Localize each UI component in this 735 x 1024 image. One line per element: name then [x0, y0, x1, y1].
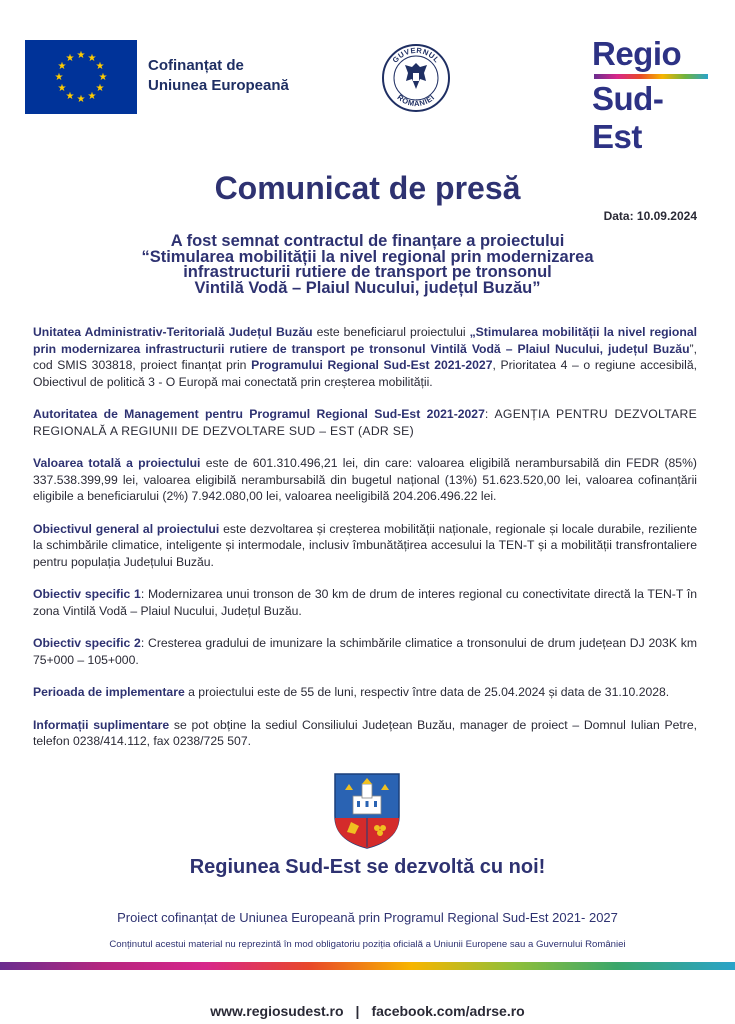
program-name: Programului Regional Sud-Est 2021-2027: [251, 358, 493, 372]
paragraph-text: : Cresterea gradului de imunizare la schimbările climatice a tronsonului de drum județean DJ 203K km 75+000 – 105+000.: [33, 636, 697, 667]
subtitle-line: Vintilă Vodă – Plaiul Nucului, județul Buzău”: [194, 278, 541, 297]
paragraph-text: : AGENȚIA PENTRU DEZVOLTARE REGIONALĂ A REGIUNII DE DEZVOLTARE SUD – EST (ADR SE): [33, 407, 698, 438]
government-seal-logo: [381, 43, 451, 113]
facebook-link[interactable]: facebook.com/adrse.ro: [371, 1003, 525, 1019]
page-title: Comunicat de presă: [214, 170, 521, 206]
footer-disclaimer: Conținutul acestui material nu reprezintă în mod obligatoriu poziția oficială a Uniunii Europene sau a Guvernului României: [109, 939, 626, 950]
website-link[interactable]: www.regiosudest.ro: [210, 1003, 344, 1019]
total-value-label: Valoarea totală a proiectului: [33, 456, 201, 470]
eu-flag-logo: [25, 40, 137, 114]
cofinantat-line2: Uniunea Europeană: [148, 77, 289, 94]
svg-text:★: ★: [87, 91, 97, 102]
svg-text:★: ★: [95, 61, 105, 72]
paragraph-text: a proiectului este de 55 de luni, respectiv între data de 25.04.2024 și data de 31.10.2028.: [184, 685, 670, 699]
svg-text:★: ★: [57, 61, 67, 72]
regio-logo-line2: Sud-Est: [592, 80, 664, 155]
footer-cofinancing-note: Proiect cofinanțat de Uniunea Europeană prin Programul Regional Sud-Est 2021- 2027: [117, 910, 618, 925]
paragraph-text: ”, cod SMIS 303818, proiect finanțat prin: [33, 341, 697, 372]
press-date: Data: 10.09.2024: [603, 209, 697, 223]
paragraph-text: este de 601.310.496,21 lei, din care: valoarea eligibilă nerambursabilă din FEDR (85%) 337.538.399,99 lei, valoarea eligibilă nerambursabilă din bugetul național (13%) 51.623.520,00 lei, valoarea cofinanțării eligibile a beneficiarului (2%) 7.942.080,00 lei, valoarea neeligibilă 204.206.496.22 lei.: [33, 456, 697, 503]
paragraph-beneficiary: [33, 324, 697, 390]
svg-text:★: ★: [65, 91, 75, 102]
svg-text:★: ★: [54, 72, 64, 83]
paragraph-text: : Modernizarea unui tronson de 30 km de drum de interes regional cu conectivitate directă la TEN-T în zona Vintilă Vodă – Plaiul Nucului, Județul Buzău.: [33, 587, 697, 618]
paragraph-implementation-period: [33, 684, 697, 701]
svg-text:★: ★: [87, 53, 97, 64]
press-subtitle: [75, 234, 660, 296]
paragraph-text: este dezvoltarea și creșterea mobilității naționale, regionale și locale durabile, reziliente la schimbările climatice, inteligente și intermodale, inclusiv îmbunătățirea accesului la TEN-T și a mobilității transfrontaliere pentru populația Județului Buzău.: [33, 521, 697, 569]
footer-links: [0, 1003, 735, 1019]
regio-sud-est-logo: [592, 35, 712, 155]
paragraph-text: , Prioritatea 4 – o regiune accesibilă, Obiectivul de politică 3 - O Europă mai conectată prin creșterea mobilității.: [33, 358, 697, 389]
gov-seal-text-bottom: ROMÂNIEI: [395, 92, 437, 109]
subtitle-line: infrastructurii rutiere de transport pe tronsonul: [183, 263, 552, 281]
cofinantat-line1: Cofinanțat de: [148, 57, 244, 74]
specific-objective-2-label: Obiectiv specific 2: [33, 636, 141, 650]
subtitle-line: A fost semnat contractul de finanțare a proiectului: [170, 232, 565, 250]
svg-text:★: ★: [57, 83, 67, 94]
subtitle-line: “Stimularea mobilității la nivel regional prin modernizarea: [141, 247, 594, 266]
link-separator: |: [355, 1003, 360, 1019]
paragraph-general-objective: [33, 521, 697, 571]
svg-text:★: ★: [65, 53, 75, 64]
svg-text:★: ★: [98, 72, 108, 83]
svg-text:★: ★: [76, 94, 86, 105]
paragraph-management-authority: [33, 406, 697, 439]
regio-logo-line1: Regio: [592, 35, 682, 72]
project-name: „Stimularea mobilității la nivel regional prin modernizarea infrastructurii rutiere de transport pe tronsonul Vintilă Vodă – Plaiul Nucului, județul Buzău: [33, 325, 697, 356]
cofinantat-label: [148, 56, 289, 96]
specific-objective-1-label: Obiectiv specific 1: [33, 587, 141, 601]
press-body: [33, 324, 697, 766]
paragraph-specific-objective-2: [33, 635, 697, 668]
rainbow-divider: [0, 962, 735, 970]
paragraph-text: este beneficiarul proiectului: [312, 325, 470, 339]
management-authority-label: Autoritatea de Management pentru Programul Regional Sud-Est 2021-2027: [33, 407, 485, 421]
slogan: Regiunea Sud-Est se dezvoltă cu noi!: [189, 856, 546, 878]
paragraph-additional-info: [33, 717, 697, 750]
paragraph-total-value: [33, 455, 697, 505]
implementation-period-label: Perioada de implementare: [33, 685, 185, 699]
general-objective-label: Obiectivul general al proiectului: [33, 521, 220, 536]
paragraph-text: se pot obține la sediul Consiliului Județean Buzău, manager de proiect – Domnul Iulian Petre, telefon 0238/414.112, fax 0238/725 507.: [33, 717, 698, 748]
svg-text:★: ★: [95, 83, 105, 94]
buzau-county-crest: [331, 770, 403, 850]
additional-info-label: Informații suplimentare: [33, 717, 170, 732]
paragraph-specific-objective-1: [33, 586, 697, 619]
gov-seal-text-top: GUVERNUL: [390, 45, 442, 65]
beneficiary-name: Unitatea Administrativ-Teritorială Județul Buzău: [33, 325, 313, 339]
svg-text:★: ★: [76, 50, 86, 61]
regio-logo-stripe: [594, 74, 708, 79]
